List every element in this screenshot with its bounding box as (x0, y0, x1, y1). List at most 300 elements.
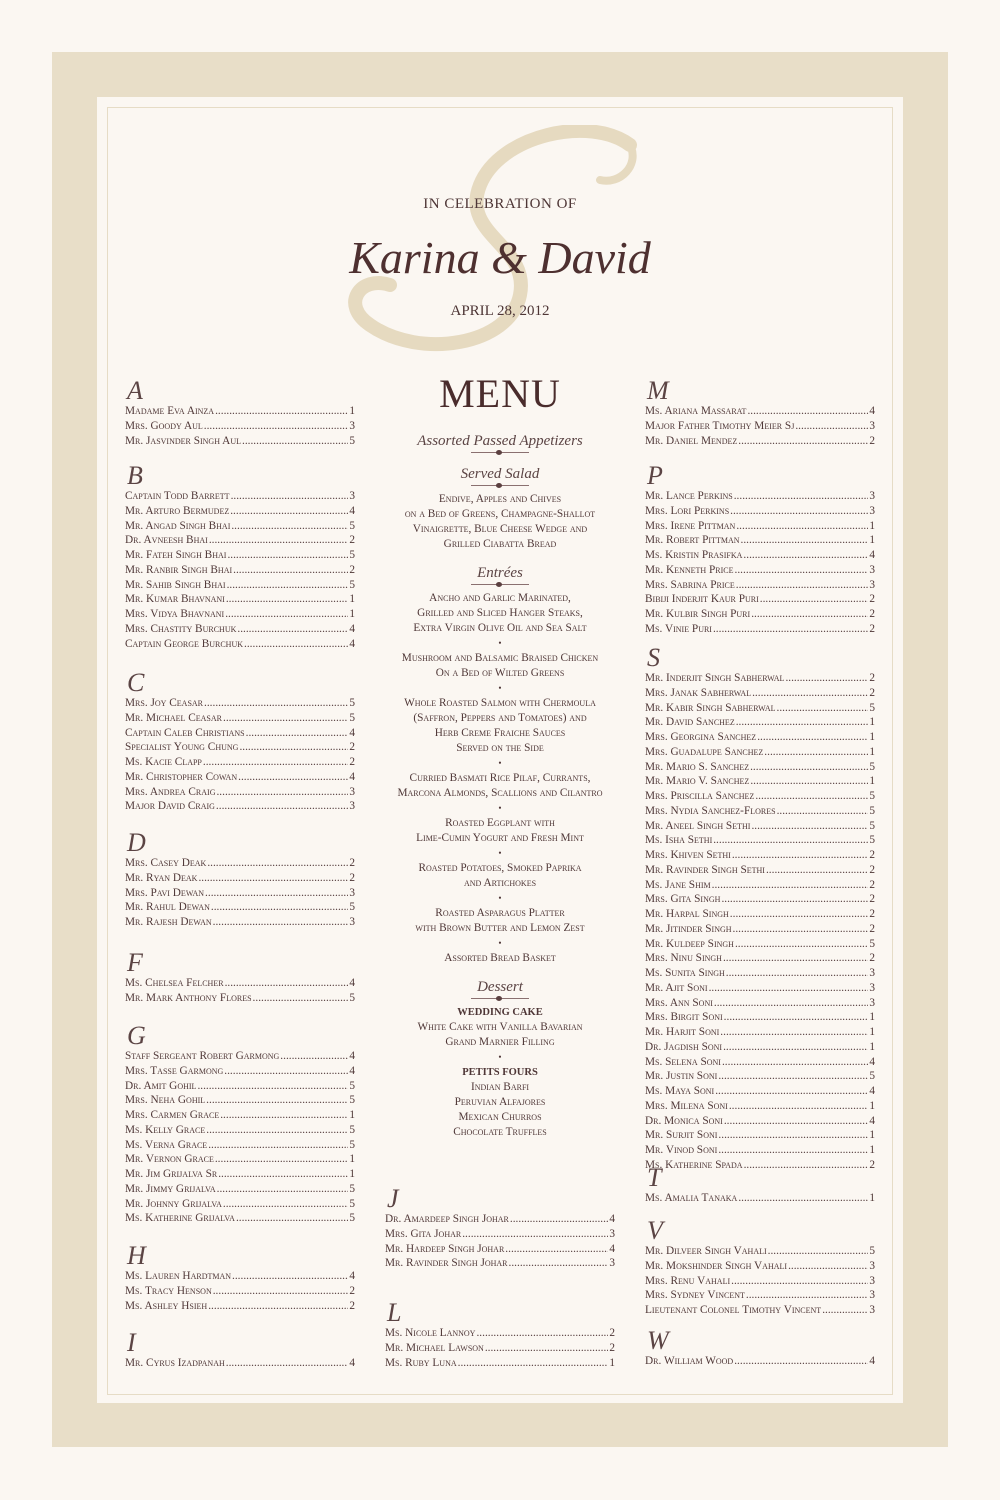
guest-row (645, 1025, 875, 1040)
bullet-separator: • (498, 683, 502, 693)
guest-row (645, 671, 875, 686)
table-number: 3 (869, 490, 875, 502)
table-number: 4 (349, 726, 355, 739)
table-number: 2 (869, 608, 875, 620)
guest-name: Mrs. Pavi Dewan (125, 886, 205, 899)
guest-name: Mrs. Irene Pittman (645, 519, 736, 532)
guest-row (385, 1227, 615, 1242)
guest-row (125, 1284, 355, 1299)
guest-name: Mrs. Casey Deak (125, 857, 207, 869)
guest-row (645, 996, 875, 1011)
dot-leader (227, 578, 349, 593)
table-number: 2 (869, 849, 875, 861)
dot-leader (236, 1211, 348, 1226)
dot-leader (712, 878, 869, 893)
guest-row (645, 1244, 875, 1259)
dot-leader (242, 434, 348, 449)
guest-name: Ms. Katherine Grijalva (125, 1212, 235, 1225)
table-number: 2 (869, 686, 875, 699)
table-number: 2 (869, 952, 875, 965)
dot-leader (224, 1064, 348, 1079)
guest-name: Mrs. Guadalupe Sanchez (645, 745, 764, 758)
table-number: 5 (869, 819, 875, 832)
guest-name: Mr. Christopher Cowan (125, 770, 238, 783)
menu-item: Chocolate Truffles (453, 1126, 547, 1138)
guest-name: Mr. Vernon Grace (125, 1153, 214, 1166)
dot-leader (485, 1341, 609, 1356)
table-number: 5 (869, 1245, 875, 1257)
guest-row (125, 622, 355, 637)
menu-item: Marcona Almonds, Scallions and Cilantro (397, 787, 603, 799)
table-number: 2 (609, 1327, 615, 1339)
guest-name: Ms. Maya Soni (645, 1085, 715, 1097)
guest-name: Mrs. Khiven Sethi (645, 849, 731, 861)
menu-title: MENU (439, 371, 561, 416)
table-number: 1 (349, 1109, 355, 1121)
dot-leader (208, 1138, 348, 1153)
dot-leader (220, 1108, 348, 1123)
dot-leader (731, 1274, 868, 1289)
guest-name: Mrs. Milena Soni (645, 1099, 728, 1112)
dot-leader (746, 1288, 868, 1303)
section-letter: F (127, 948, 143, 977)
dot-leader (709, 981, 869, 996)
dot-leader (743, 548, 868, 563)
guest-row (645, 922, 875, 937)
guest-name: Mr. Kenneth Price (645, 563, 734, 576)
table-number: 5 (869, 804, 875, 817)
guest-row (125, 1167, 355, 1182)
guest-name: Ms. Ariana Massarat (645, 405, 747, 417)
guest-name: Specialist Young Chung (125, 741, 239, 754)
guest-row (645, 701, 875, 716)
dot-leader (795, 419, 868, 434)
dot-leader (209, 533, 349, 548)
guest-row (645, 533, 875, 548)
dot-leader (730, 907, 869, 922)
table-number: 1 (349, 405, 355, 417)
guest-name: Dr. Jagdish Soni (645, 1040, 723, 1053)
guest-name: Mr. Jasvinder Singh Aul (125, 434, 241, 447)
guest-row (645, 848, 875, 863)
guest-row (125, 404, 355, 419)
dot-leader (718, 1069, 868, 1084)
guest-row (125, 726, 355, 741)
guest-row (645, 434, 875, 449)
ornament-divider (471, 452, 529, 453)
dot-leader (750, 760, 868, 775)
guest-name: Mrs. Andrea Craig (125, 785, 216, 798)
dot-leader (738, 434, 868, 449)
table-number: 3 (869, 981, 875, 994)
dot-leader (718, 1143, 868, 1158)
guest-row (645, 1191, 875, 1206)
guest-row (645, 622, 875, 637)
table-number: 5 (869, 937, 875, 950)
table-number: 2 (349, 1299, 355, 1312)
guest-row (645, 878, 875, 893)
menu-course-heading: Assorted Passed Appetizers (417, 433, 583, 449)
guest-row (645, 819, 875, 834)
dot-leader (509, 1256, 609, 1271)
guest-row (125, 1152, 355, 1167)
ornament-divider (471, 485, 529, 486)
guest-name: Ms. Jane Shim (645, 878, 711, 891)
dot-leader (788, 1259, 868, 1274)
dot-leader (715, 1084, 868, 1099)
guest-name: Mr. Rajesh Dewan (125, 916, 212, 928)
dot-leader (216, 785, 348, 800)
guest-row (645, 951, 875, 966)
guest-row (645, 760, 875, 775)
section-letter: I (127, 1328, 136, 1357)
guest-name: Ms. Amalia Tanaka (645, 1192, 738, 1204)
guest-row (125, 799, 355, 814)
guest-name: Bibiji Inderjit Kaur Puri (645, 593, 759, 606)
table-number: 1 (869, 775, 875, 788)
guest-name: Ms. Ashley Hsieh (125, 1299, 208, 1312)
guest-row (125, 419, 355, 434)
dot-leader (197, 1079, 348, 1094)
guest-name: Mr. Dilveer Singh Vahali (645, 1245, 767, 1257)
dot-leader (206, 1093, 348, 1108)
guest-name: Mrs. Renu Vahali (645, 1274, 731, 1287)
guest-row (125, 1123, 355, 1138)
guest-name: Ms. Kacie Clapp (125, 756, 202, 768)
bullet-separator: • (498, 803, 502, 813)
menu-item: (Saffron, Peppers and Tomatoes) and (413, 712, 587, 724)
guest-name: Captain George Burchuk (125, 637, 244, 650)
table-number: 3 (349, 785, 355, 798)
dot-leader (720, 1025, 868, 1040)
dot-leader (213, 915, 349, 930)
dot-leader (751, 607, 868, 622)
guest-row (645, 1259, 875, 1274)
table-number: 2 (869, 593, 875, 606)
table-number: 3 (869, 419, 875, 432)
guest-row (645, 1303, 875, 1318)
table-number: 2 (869, 622, 875, 635)
dot-leader (768, 1244, 869, 1259)
guest-row (645, 578, 875, 593)
guest-name: Ms. Tracy Henson (125, 1284, 212, 1297)
section-s (645, 645, 875, 1173)
section-l (385, 1300, 615, 1370)
section-letter: W (647, 1326, 669, 1355)
guest-name: Mrs. Gita Singh (645, 893, 721, 906)
table-number: 3 (349, 916, 355, 928)
table-number: 2 (349, 857, 355, 869)
guest-name: Dr. Amit Gohil (125, 1079, 197, 1092)
guest-name: Mr. Inderjit Singh Sabherwal (645, 672, 785, 684)
guest-row (645, 1099, 875, 1114)
section-j (385, 1186, 615, 1271)
guest-row (645, 789, 875, 804)
table-number: 1 (869, 534, 875, 547)
guest-name: Mr. Ravinder Singh Sethi (645, 863, 765, 876)
guest-row (645, 592, 875, 607)
menu-course-heading: Dessert (477, 979, 523, 995)
menu-item: Roasted Eggplant with (445, 817, 555, 829)
guest-name: Mr. Jitinder Singh (645, 922, 732, 935)
table-number: 3 (869, 967, 875, 979)
dot-leader (724, 1010, 869, 1025)
menu-item: Vinaigrette, Blue Cheese Wedge and (412, 523, 588, 535)
guest-row (125, 504, 355, 519)
guest-row (125, 1269, 355, 1284)
dot-leader (723, 951, 868, 966)
guest-row (125, 637, 355, 652)
guest-row (125, 578, 355, 593)
guest-row (645, 937, 875, 952)
section-letter: D (127, 828, 146, 857)
table-number: 4 (349, 770, 355, 783)
table-number: 3 (869, 1259, 875, 1272)
guest-row (645, 774, 875, 789)
celebration-heading: IN CELEBRATION OF (423, 196, 577, 212)
table-number: 5 (869, 790, 875, 802)
dot-leader (777, 804, 869, 819)
menu-item: Extra Virgin Olive Oil and Sea Salt (413, 622, 587, 634)
table-number: 5 (349, 578, 355, 591)
menu-course-heading: Served Salad (460, 466, 540, 482)
guest-name: Mr. Harpal Singh (645, 908, 729, 920)
menu-item: and Artichokes (463, 877, 537, 889)
table-number: 5 (869, 701, 875, 714)
dot-leader (736, 578, 869, 593)
guest-row (385, 1256, 615, 1271)
guest-row (645, 1084, 875, 1099)
dot-leader (747, 404, 868, 419)
menu-item: Grilled Ciabatta Bread (443, 538, 557, 550)
table-number: 2 (869, 878, 875, 891)
table-number: 3 (349, 490, 355, 502)
guest-name: Dr. Amardeep Singh Johar (385, 1213, 509, 1225)
table-number: 2 (869, 434, 875, 447)
guest-row (125, 548, 355, 563)
dot-leader (741, 533, 869, 548)
table-number: 4 (609, 1242, 615, 1255)
menu-course-heading: Entrées (477, 565, 523, 581)
guest-name: Ms. Kristin Prasifka (645, 549, 743, 561)
table-number: 4 (349, 1050, 355, 1062)
guest-row (125, 1064, 355, 1079)
guest-name: Madame Eva Ainza (125, 405, 215, 417)
guest-row (125, 755, 355, 770)
section-letter: J (387, 1184, 399, 1213)
table-number: 2 (609, 1341, 615, 1354)
guest-name: Dr. William Wood (645, 1355, 734, 1367)
table-number: 2 (349, 534, 355, 547)
table-number: 2 (349, 563, 355, 576)
guest-row (125, 1197, 355, 1212)
table-number: 2 (349, 1284, 355, 1297)
table-number: 4 (869, 1085, 875, 1097)
guest-row (645, 686, 875, 701)
guest-name: Mr. Hardeep Singh Johar (385, 1242, 505, 1255)
guest-row (645, 715, 875, 730)
dot-leader (713, 622, 868, 637)
section-p (645, 463, 875, 637)
guest-name: Mr. Ranbir Singh Bhai (125, 563, 233, 576)
guest-name: Mrs. Carmen Grace (125, 1109, 220, 1121)
table-number: 1 (869, 745, 875, 758)
dot-leader (204, 419, 349, 434)
table-number: 1 (869, 716, 875, 729)
dot-leader (734, 489, 869, 504)
guest-name: Ms. Verna Grace (125, 1138, 208, 1151)
menu-item: Mushroom and Balsamic Braised Chicken (401, 652, 599, 664)
menu-item: on a Bed of Greens, Champagne-Shallot (404, 508, 596, 520)
table-number: 2 (869, 672, 875, 684)
section-letter: B (127, 461, 143, 490)
section-d (125, 830, 355, 930)
menu-item: Endive, Apples and Chives (438, 493, 562, 505)
guest-row (125, 592, 355, 607)
table-number: 4 (609, 1213, 615, 1225)
dot-leader (766, 863, 868, 878)
dot-leader (206, 1123, 348, 1138)
guest-name: Ms. Katherine Spada (645, 1158, 743, 1171)
dot-leader (218, 1167, 348, 1182)
dot-leader (238, 770, 348, 785)
guest-name: Mr. Ravinder Singh Johar (385, 1257, 508, 1270)
guest-row (125, 1093, 355, 1108)
table-number: 2 (869, 863, 875, 876)
table-number: 4 (869, 549, 875, 561)
dot-leader (755, 789, 868, 804)
guest-name: Mr. Mokshinder Singh Vahali (645, 1259, 788, 1272)
section-w (645, 1328, 875, 1369)
guest-name: Mrs. Neha Gohil (125, 1094, 206, 1107)
guest-name: Mr. Sahib Singh Bhai (125, 578, 226, 591)
ornament-divider (471, 998, 529, 999)
table-number: 1 (349, 1153, 355, 1166)
table-number: 5 (349, 519, 355, 532)
dot-leader (723, 1040, 868, 1055)
guest-row (645, 563, 875, 578)
guest-name: Mr. Angad Singh Bhai (125, 519, 231, 532)
table-number: 5 (349, 1212, 355, 1225)
table-number: 5 (349, 1182, 355, 1195)
dot-leader (227, 548, 348, 563)
table-number: 5 (349, 1197, 355, 1210)
menu-item: Roasted Asparagus Platter (435, 907, 565, 919)
guest-row (125, 696, 355, 711)
guest-row (125, 711, 355, 726)
guest-row (645, 907, 875, 922)
guest-name: Ms. Chelsea Felcher (125, 977, 224, 989)
guest-name: Staff Sergeant Robert Garmong (125, 1050, 280, 1062)
guest-name: Mr. Jimmy Grijalva (125, 1182, 216, 1195)
guest-name: Ms. Sunita Singh (645, 967, 725, 979)
guest-row (645, 833, 875, 848)
guest-row (645, 419, 875, 434)
guest-row (385, 1326, 615, 1341)
guest-name: Mrs. Janak Sabherwal (645, 686, 752, 699)
dot-leader (223, 1197, 348, 1212)
table-number: 3 (349, 800, 355, 813)
guest-name: Mr. Robert Pittman (645, 534, 740, 547)
section-letter: H (127, 1241, 146, 1270)
guest-name: Ms. Selena Soni (645, 1055, 721, 1068)
dot-leader (217, 1182, 349, 1197)
guest-row (645, 745, 875, 760)
table-number: 3 (869, 1304, 875, 1316)
table-number: 5 (349, 1079, 355, 1092)
dot-leader (225, 976, 349, 991)
dot-leader (204, 696, 348, 711)
table-number: 2 (349, 756, 355, 768)
couple-names: Karina & David (349, 232, 651, 283)
dot-leader (232, 1269, 348, 1284)
table-number: 4 (869, 1114, 875, 1127)
guest-name: Mr. Ajit Soni (645, 981, 708, 994)
guest-name: Mrs. Goody Aul (125, 419, 203, 432)
guest-name: Mr. Kumar Bhavnani (125, 593, 225, 606)
guest-name: Mrs. Tasse Garmong (125, 1064, 224, 1077)
guest-row (125, 607, 355, 622)
guest-row (125, 563, 355, 578)
guest-row (645, 1143, 875, 1158)
table-number: 5 (349, 901, 355, 914)
dot-leader (207, 856, 348, 871)
dot-leader (239, 740, 348, 755)
table-number: 1 (869, 519, 875, 532)
dot-leader (226, 592, 348, 607)
dot-leader (732, 848, 869, 863)
dot-leader (721, 892, 868, 907)
dot-leader (215, 404, 348, 419)
guest-name: Mr. Arturo Bermudez (125, 504, 230, 517)
dot-leader (231, 519, 348, 534)
guest-row (125, 434, 355, 449)
guest-row (645, 607, 875, 622)
dot-leader (726, 966, 869, 981)
dot-leader (785, 671, 868, 686)
guest-name: Captain Caleb Christians (125, 726, 245, 739)
guest-name: Ms. Lauren Hardtman (125, 1270, 232, 1282)
table-number: 2 (869, 1158, 875, 1171)
table-number: 4 (349, 1357, 355, 1369)
table-number: 4 (349, 1064, 355, 1077)
table-number: 1 (869, 1099, 875, 1112)
section-g (125, 1023, 355, 1226)
guest-name: Mrs. Sydney Vincent (645, 1289, 745, 1302)
guest-row (645, 863, 875, 878)
table-number: 5 (869, 1070, 875, 1083)
section-letter: A (127, 376, 143, 405)
guest-row (125, 900, 355, 915)
dot-leader (205, 886, 348, 901)
guest-row (125, 871, 355, 886)
dot-leader (724, 1114, 868, 1129)
guest-name: Mr. Fateh Singh Bhai (125, 549, 227, 561)
section-c (125, 670, 355, 814)
guest-name: Mr. Harjit Soni (645, 1026, 720, 1038)
dot-leader (203, 755, 348, 770)
table-number: 2 (869, 922, 875, 935)
guest-name: Mr. Michael Lawson (385, 1341, 484, 1354)
guest-name: Mr. Kuldeep Singh (645, 937, 734, 950)
section-f (125, 950, 355, 1006)
guest-name: Mr. Kulbir Singh Puri (645, 608, 751, 620)
table-number: 5 (349, 711, 355, 724)
bullet-separator: • (498, 758, 502, 768)
menu-item: Grand Marnier Filling (445, 1036, 555, 1048)
guest-name: Mrs. Gita Johar (385, 1227, 462, 1240)
guest-row (125, 740, 355, 755)
